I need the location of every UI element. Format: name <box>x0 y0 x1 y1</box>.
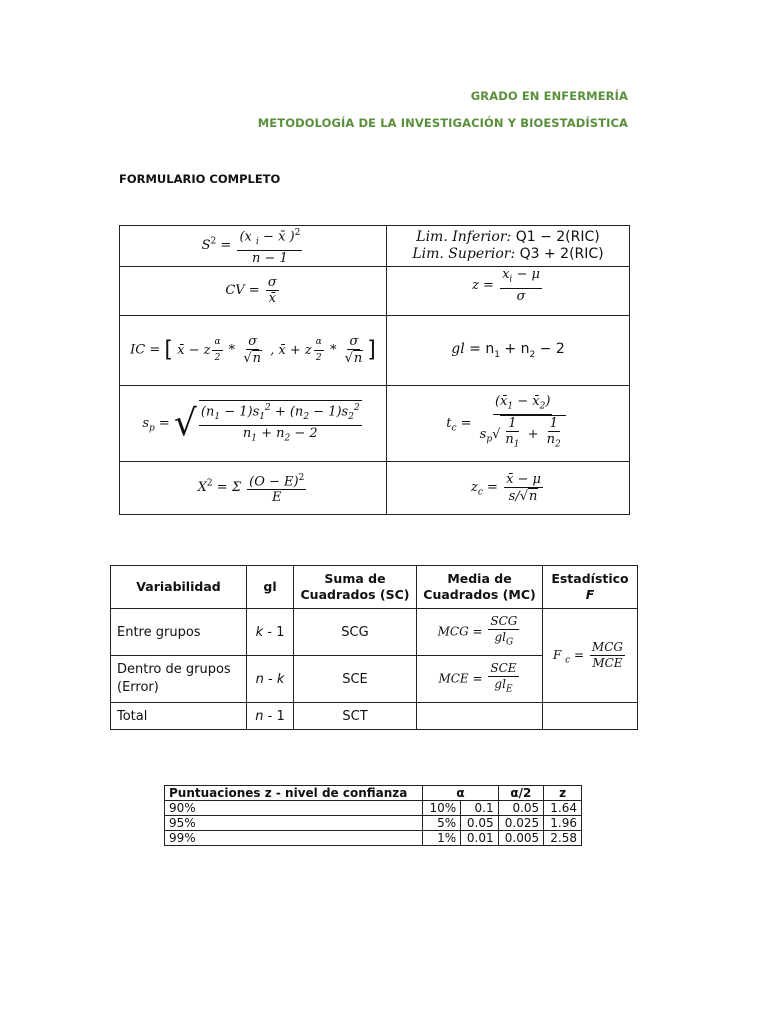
z-cell: 1.64 <box>544 801 582 816</box>
anova-row-entre-label: Entre grupos <box>111 609 247 656</box>
z-cell: 0.05 <box>461 816 499 831</box>
z-cell: 99% <box>165 831 423 846</box>
z-cell: 0.05 <box>498 801 544 816</box>
anova-header-sc: Suma de Cuadrados (SC) <box>294 566 417 609</box>
formula-gl: gl = $n_1 + n_2 - 2$ <box>387 315 630 385</box>
anova-f-formula: F $_c$ = $\frac{\text{MCG}}{\text{MCE}}$ <box>543 609 638 703</box>
header-subject: METODOLOGÍA DE LA INVESTIGACIÓN Y BIOESTADÍSTICA <box>257 116 628 130</box>
z-cell: 5% <box>423 816 461 831</box>
formula-chi-square: $X^2 = \Sigma$ $\frac{(O - E)^2}{E}$ <box>120 461 387 514</box>
z-header-alpha: α <box>423 786 498 801</box>
anova-row-dentro-gl: n - k <box>247 656 294 703</box>
z-scores-table <box>164 785 582 846</box>
anova-row-total-label: Total <box>111 703 247 730</box>
anova-row-dentro-label: Dentro de grupos (Error) <box>111 656 247 703</box>
anova-row-entre-mc: MCG = $\frac{\text{SCG}}{gl_G}$ <box>417 609 543 656</box>
formula-ic: IC = [ x̄ − z $\frac{\alpha}{2}$ * $\frac{\sigma}{√n}$ , x̄ + z $\frac{\alpha}{2}$ * $\frac{\sigma}{√n}$ ] <box>120 315 387 385</box>
formula-tc: $t_c$ = ($x̄_1$ − $x̄_2$) $s_p√$ $\frac{1}{n_1}$ + $\frac{1}{n_2}$ <box>387 385 630 461</box>
formula-zc: $z_c$ = $\frac{x̄ - \mu}{s/√n}$ <box>387 461 630 514</box>
anova-table <box>110 565 638 730</box>
formula-sp: $s_p$ = √ $\frac{(n_1 - 1)s_1^2 + (n_2 - 1)s_2^2}{n_1 + n_2 - 2}$ <box>120 385 387 461</box>
z-cell: 95% <box>165 816 423 831</box>
z-cell: 2.58 <box>544 831 582 846</box>
formula-variance: $S^2$ = $\frac{(x _i - x̄ )^2}{n - 1}$ <box>120 226 387 267</box>
z-cell: 1.96 <box>544 816 582 831</box>
anova-row-dentro-sc: SCE <box>294 656 417 703</box>
z-cell: 0.01 <box>461 831 499 846</box>
z-header-alpha-half: α/2 <box>498 786 544 801</box>
z-cell: 10% <box>423 801 461 816</box>
z-cell: 90% <box>165 801 423 816</box>
anova-header-f: Estadístico F <box>543 566 638 609</box>
z-cell: 1% <box>423 831 461 846</box>
document-title: FORMULARIO COMPLETO <box>119 172 281 186</box>
formula-z: z = $\frac{x_i - \mu}{\sigma}$ <box>387 266 630 315</box>
header-degree: GRADO EN ENFERMERÍA <box>470 89 628 103</box>
anova-row-total-sc: SCT <box>294 703 417 730</box>
formula-cv: CV = $\frac{\sigma}{x̄}$ <box>120 266 387 315</box>
anova-row-entre-gl: k - 1 <box>247 609 294 656</box>
formula-table <box>119 225 630 515</box>
anova-row-total-mc <box>417 703 543 730</box>
z-cell: 0.025 <box>498 816 544 831</box>
anova-header-mc: Media de Cuadrados (MC) <box>417 566 543 609</box>
anova-row-total-gl: n - 1 <box>247 703 294 730</box>
z-header-level: Puntuaciones z - nivel de confianza <box>165 786 423 801</box>
anova-row-dentro-mc: MCE = $\frac{\text{SCE}}{gl_E}$ <box>417 656 543 703</box>
anova-header-variabilidad: Variabilidad <box>111 566 247 609</box>
table-row <box>165 831 582 846</box>
z-cell: 0.005 <box>498 831 544 846</box>
anova-row-total-f <box>543 703 638 730</box>
anova-row-entre-sc: SCG <box>294 609 417 656</box>
z-cell: 0.1 <box>461 801 499 816</box>
table-row <box>165 816 582 831</box>
table-row <box>165 801 582 816</box>
z-header-z: z <box>544 786 582 801</box>
formula-limits: Lim. Inferior: Q1 − 2(RIC) Lim. Superior: Q3 + 2(RIC) <box>387 226 630 267</box>
anova-header-gl: gl <box>247 566 294 609</box>
